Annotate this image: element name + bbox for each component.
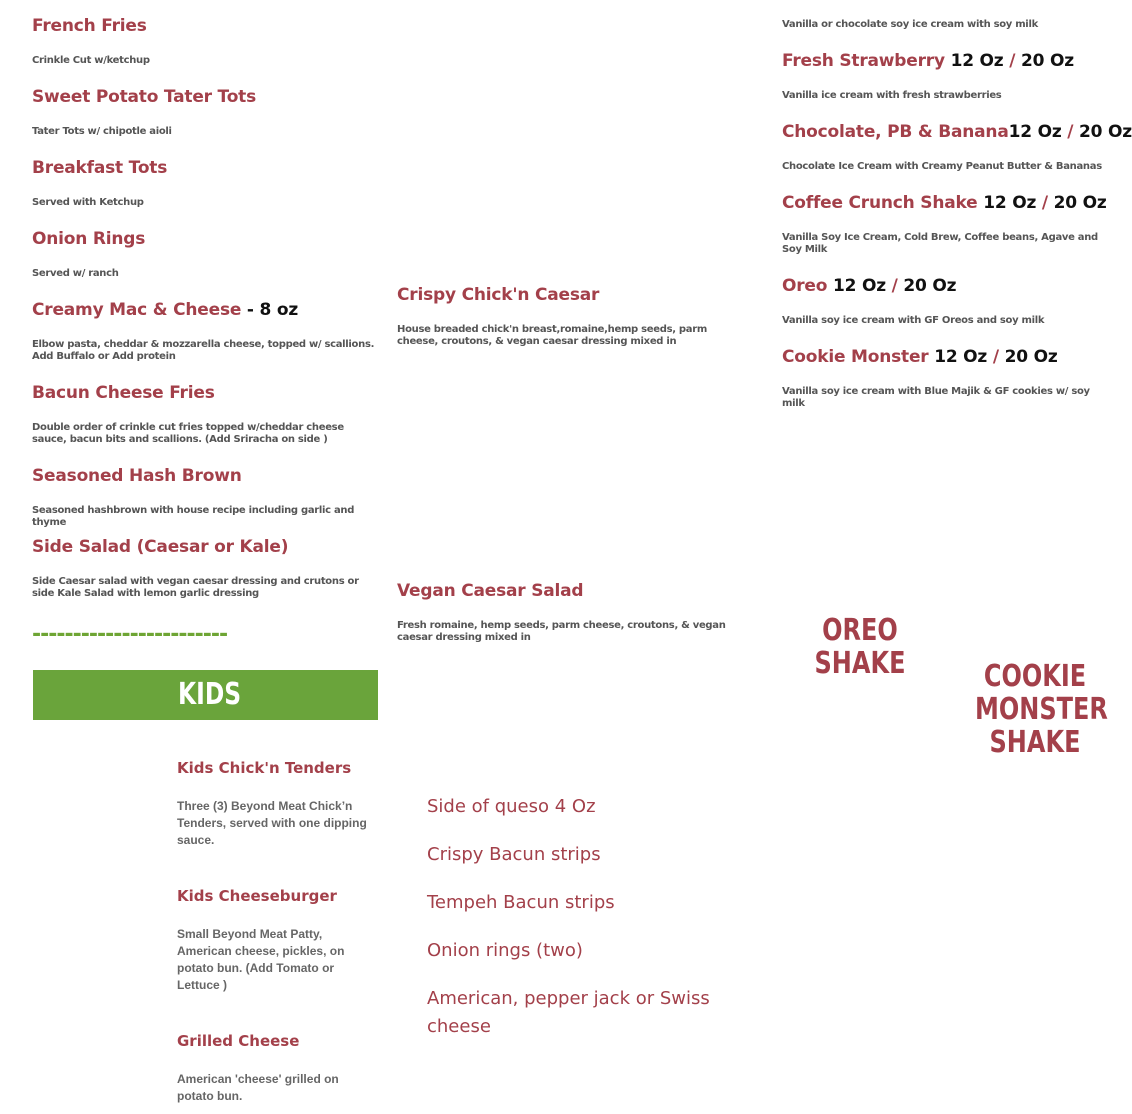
kids-item-title[interactable]: Kids Chick'n Tenders: [177, 759, 352, 777]
shake-title[interactable]: Cookie Monster 12 Oz / 20 Oz: [782, 347, 1058, 367]
menu-item-title[interactable]: Seasoned Hash Brown: [32, 466, 242, 486]
addon-item[interactable]: Onion rings (two): [427, 940, 583, 961]
addon-item[interactable]: Tempeh Bacun strips: [427, 892, 615, 913]
kids-item-description: American 'cheese' grilled on potato bun.: [177, 1072, 339, 1103]
addon-item[interactable]: American, pepper jack or Swiss cheese: [427, 988, 710, 1037]
salad-title[interactable]: Crispy Chick'n Caesar: [397, 285, 600, 305]
menu-item-description: Side Caesar salad with vegan caesar dressing and crutons or side Kale Salad with lemon garlic dressing: [32, 576, 359, 599]
addon-item[interactable]: Crispy Bacun strips: [427, 844, 601, 865]
kids-item-title[interactable]: Grilled Cheese: [177, 1032, 300, 1050]
menu-item-title[interactable]: Sweet Potato Tater Tots: [32, 87, 257, 107]
kids-item-description: Small Beyond Meat Patty, American cheese, pickles, on potato bun. (Add Tomato or Lettuce ): [177, 927, 345, 992]
menu-item-description: Served w/ ranch: [32, 268, 119, 279]
shake-description: Vanilla soy ice cream with GF Oreos and soy milk: [782, 315, 1045, 326]
shake-title[interactable]: Fresh Strawberry 12 Oz / 20 Oz: [782, 51, 1074, 71]
shake-description: Vanilla or chocolate soy ice cream with soy milk: [782, 19, 1038, 30]
section-divider: ------------------------: [32, 622, 228, 647]
menu-item-title[interactable]: French Fries: [32, 16, 147, 36]
cookie-monster-shake-image-label: COOKIE MONSTER SHAKE: [975, 659, 1108, 760]
shake-description: Vanilla soy ice cream with Blue Majik & GF cookies w/ soy milk: [782, 386, 1090, 409]
salad-description: Fresh romaine, hemp seeds, parm cheese, croutons, & vegan caesar dressing mixed in: [397, 620, 726, 643]
salad-title[interactable]: Vegan Caesar Salad: [397, 581, 584, 601]
shake-title[interactable]: Chocolate, PB & Banana12 Oz / 20 Oz: [782, 122, 1132, 142]
menu-item-size: - 8 oz: [241, 300, 299, 320]
kids-item-title[interactable]: Kids Cheeseburger: [177, 887, 337, 905]
menu-item-description: Tater Tots w/ chipotle aioli: [32, 126, 172, 137]
menu-item-description: Crinkle Cut w/ketchup: [32, 55, 150, 66]
shake-title[interactable]: Oreo 12 Oz / 20 Oz: [782, 276, 957, 296]
menu-item-description: Double order of crinkle cut fries topped w/cheddar cheese sauce, bacun bits and scallions. (Add Sriracha on side ): [32, 422, 344, 445]
kids-item-description: Three (3) Beyond Meat Chick’n Tenders, served with one dipping sauce.: [177, 799, 367, 847]
menu-item-description: Seasoned hashbrown with house recipe including garlic and thyme: [32, 505, 355, 528]
menu-item-title[interactable]: Breakfast Tots: [32, 158, 168, 178]
kids-section-header: KIDS: [33, 670, 378, 720]
addon-item[interactable]: Side of queso 4 Oz: [427, 796, 596, 817]
shake-description: Vanilla Soy Ice Cream, Cold Brew, Coffee beans, Agave and Soy Milk: [782, 232, 1098, 255]
menu-item-title[interactable]: Onion Rings: [32, 229, 146, 249]
menu-item-description: Served with Ketchup: [32, 197, 144, 208]
salad-description: House breaded chick'n breast,romaine,hemp seeds, parm cheese, croutons, & vegan caesar dressing mixed in: [397, 324, 707, 347]
shake-description: Chocolate Ice Cream with Creamy Peanut Butter & Bananas: [782, 161, 1102, 172]
oreo-shake-image-label: OREO SHAKE: [814, 613, 906, 681]
shake-description: Vanilla ice cream with fresh strawberries: [782, 90, 1002, 101]
menu-item-title[interactable]: Creamy Mac & Cheese - 8 oz: [32, 300, 299, 320]
shake-title[interactable]: Coffee Crunch Shake 12 Oz / 20 Oz: [782, 193, 1107, 213]
menu-item-description: Elbow pasta, cheddar & mozzarella cheese, topped w/ scallions. Add Buffalo or Add protein: [32, 339, 375, 362]
menu-item-title[interactable]: Side Salad (Caesar or Kale): [32, 537, 289, 557]
menu-item-title[interactable]: Bacun Cheese Fries: [32, 383, 215, 403]
